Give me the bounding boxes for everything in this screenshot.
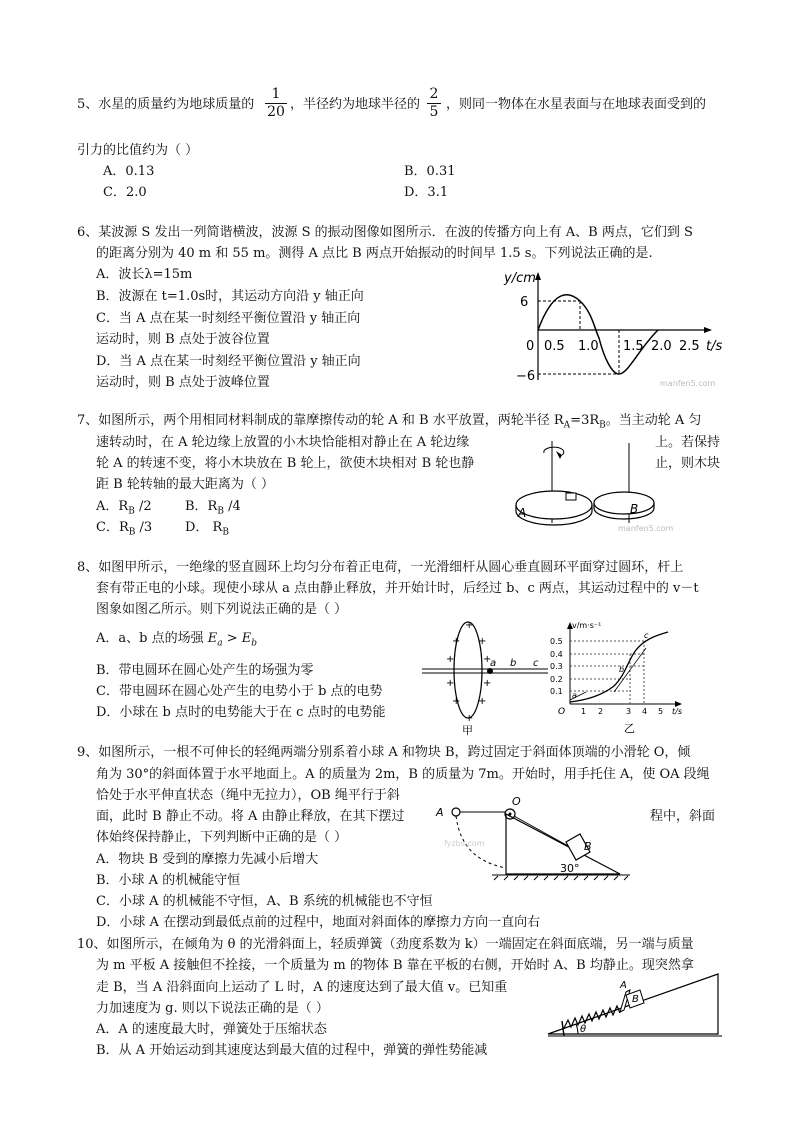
q9-ground-hatch [534,876,538,880]
q5-text-part2: ，半径约为地球半径的 [290,97,421,112]
q6-option-a[interactable]: A．波长λ=15m [96,267,193,282]
q8-plus-sign-icon: + [446,678,455,689]
q7-wheel-b [594,492,654,514]
q8-y-tick-0.5: 0.5 [550,637,563,646]
q9-line-5: 体始终保持静止，下列判断中正确的是（ ） [96,830,348,845]
q9-ground-hatch [494,876,498,880]
q9-line-2: 角为 30°的斜面体置于水平地面上。A 的质量为 2m，B 的质量为 7m。开始时，用手托住 A，使 OA 段绳 [96,767,710,782]
q8-y-tick-0.4: 0.4 [550,650,563,659]
q9-watermark: fyzbs.com [444,839,485,848]
q9-ball-a [452,808,460,816]
q9-line-4: 面，此时 B 静止不动。将 A 由静止释放，在其下摆过 [96,809,405,824]
q9-rope-ob [514,816,570,847]
q8-x-tick-5: 5 [658,707,664,716]
q7-rotation-arrow-icon [544,447,564,455]
q9-ground-hatch [554,876,558,880]
q8-line-1: 8、如图甲所示，一绝缘的竖直圆环上均匀分布着正电荷，一光滑细杆从圆心垂直圆环平面穿过圆环，杆上 [77,560,684,575]
q10-spring [564,1006,620,1028]
q8-x-tick-2: 2 [598,707,604,716]
q9-option-d[interactable]: D．小球 A 在摆动到最低点前的过程中，地面对斜面体的摩擦力方向一直向右 [96,915,541,930]
q9-ground-hatch [584,876,588,880]
q10-spring-figure [540,970,726,1042]
q8-plus-sign-icon: + [483,678,492,689]
q7-label-b: B [630,502,639,516]
q9-option-a[interactable]: A．物块 B 受到的摩擦力先减小后增大 [96,852,319,867]
q9-label-b: B [584,840,592,853]
q7-option-a[interactable]: A．$R_B$ /2 [96,499,152,517]
q8-line-3: 图象如图乙所示。则下列说法正确的是（ ） [96,602,348,617]
q9-ground-hatch [504,876,508,880]
q9-option-b[interactable]: B．小球 A 的机械能守恒 [96,873,241,888]
q6-x-tick-1.0: 1.0 [578,339,599,354]
q7-line-1: 7、如图所示，两个用相同材料制成的靠摩擦传动的轮 A 和 B 水平放置，两轮半径 $R_A=3R_B$。当主动轮 A 匀 [77,413,702,431]
q6-x-tick-2.5: 2.5 [679,339,700,354]
q8-plus-sign-icon: + [446,654,455,665]
q10-angle-label: θ [580,1024,587,1035]
q9-ground-hatch [594,876,598,880]
q6-option-d[interactable]: D．当 A 点在某一时刻经平衡位置沿 y 轴正向 [96,354,361,369]
q7-option-c[interactable]: C．$R_B$ /3 [96,520,153,538]
q8-option-a[interactable]: A．a、b 点的场强 $E_a > E_b$ [96,631,258,649]
q6-x-tick-2.0: 2.0 [651,339,672,354]
q6-y-tick-0: 0 [526,339,535,354]
q7-line-4: 距 B 轮转轴的最大距离为（ ） [96,477,274,492]
q9-ground-hatch [604,876,608,880]
q8-caption-yi: 乙 [624,722,635,735]
q8-plus-sign-icon: + [452,696,461,707]
q6-option-b[interactable]: B．波源在 t=1.0s时，其运动方向沿 y 轴正向 [96,289,364,304]
q6-y-tick-6: 6 [520,295,529,310]
q8-plus-sign-icon: + [465,713,474,724]
q7-line-2-end: 上。若保持 [655,435,721,450]
q7-line-2: 速转动时，在 A 轮边缘上放置的小木块恰能相对静止在 A 轮边缘 [96,435,470,450]
q8-x-tick-4: 4 [642,707,648,716]
q6-x-tick-1.5: 1.5 [623,339,644,354]
q8-option-d[interactable]: D．小球在 b 点时的电势能大于在 c 点时的电势能 [96,705,386,720]
q7-wheel-a [516,491,592,519]
q7-arrow-head-icon [556,451,562,459]
q6-sine-curve [538,295,658,374]
q8-option-c[interactable]: C．带电圆环在圆心处产生的电势小于 b 点的电势 [96,684,383,699]
q6-y-label: y/cm [504,271,536,286]
q8-plus-sign-icon: + [478,636,487,647]
q8-plus-sign-icon: + [483,654,492,665]
q9-ground-hatch [574,876,578,880]
q10-option-a[interactable]: A．A 的速度最大时，弹簧处于压缩状态 [96,1022,327,1037]
q7-option-b[interactable]: B．$R_B$ /4 [185,499,241,517]
q8-x-tick-1: 1 [581,707,587,716]
q9-ground-hatch [564,876,568,880]
q5-line2: 引力的比值约为（ ） [77,143,199,158]
q10-option-b[interactable]: B．从 A 开始运动到其速度达到最大值的过程中，弹簧的弹性势能减 [96,1043,488,1058]
q9-ground-hatch [544,876,548,880]
q8-ring-figure-jia [420,620,552,738]
q6-watermark: manfen5.com [660,379,716,388]
q5-option-d[interactable]: D．3.1 [404,185,449,200]
q7-label-a: A [518,506,527,520]
q7-wheels-figure [508,433,674,533]
q8-plus-sign-icon: + [465,620,474,631]
q5-frac2-numerator: 2 [429,86,439,102]
q8-x-tick-3: 3 [626,707,632,716]
q6-option-c-cont: 运动时，则 B 点处于波谷位置 [96,332,270,347]
q7-watermark: manfen5.com [618,524,674,533]
q6-line-2: 的距离分别为 40 m 和 55 m。测得 A 点比 B 两点开始振动的时间早 1.5 s。下列说法正确的是. [96,246,653,261]
q8-option-b[interactable]: B．带电圆环在圆心处产生的场强为零 [96,663,314,678]
q10-line-4: 力加速度为 g. 则以下说法正确的是（ ） [96,1001,329,1016]
q8-caption-jia: 甲 [462,724,473,737]
q10-line-3: 走 B，当 A 沿斜面向上运动了 L 时，A 的速度达到了最大值 v。已知重 [96,980,508,995]
q5-option-b[interactable]: B．0.31 [404,164,456,179]
q8-curve-point-c: c [644,631,649,640]
q8-curve-point-b: b [619,665,625,674]
q8-y-tick-0.2: 0.2 [550,675,563,684]
q9-option-c[interactable]: C．小球 A 的机械能不守恒，A、B 系统的机械能也不守恒 [96,894,433,909]
q9-line-1: 9、如图所示，一根不可伸长的轻绳两端分别系着小球 A 和物块 B，跨过固定于斜面体顶端的小滑轮 O，倾 [77,745,691,760]
q9-line-3: 恰处于水平伸直状态（绳中无拉力），OB 绳平行于斜 [96,788,400,803]
q10-line-1: 10、如图所示，在倾角为 θ 的光滑斜面上，轻质弹簧（劲度系数为 k）一端固定在斜面底端，另一端与质量 [77,937,694,952]
q5-fraction-2 [427,86,441,121]
q6-wave-graph [500,268,723,390]
q9-ground-hatch [514,876,518,880]
q7-line-3-end: 止，则木块 [655,456,721,471]
q5-text-part1: 5、水星的质量约为地球质量的 [77,97,255,112]
q8-plus-sign-icon: + [452,636,461,647]
q9-ground-hatch [524,876,528,880]
q9-ground-hatch [624,876,628,880]
q7-option-d[interactable]: D． $R_B$ [185,520,229,538]
q8-y-label: v/m·s⁻¹ [572,621,602,630]
q8-curve-point-a: a [572,691,577,700]
q8-point-c: c [533,658,539,669]
q6-option-d-cont: 运动时，则 B 点处于波峰位置 [96,375,270,390]
q8-point-b: b [510,658,517,669]
q8-origin: O [558,707,566,717]
q6-option-c[interactable]: C．当 A 点在某一时刻经平衡位置沿 y 轴正向 [96,311,361,326]
q9-label-o: O [512,795,521,808]
q6-x-arrow [704,327,712,333]
q6-x-label: t/s [706,339,723,354]
q9-incline-figure [436,795,642,882]
q6-y-tick-neg6: −6 [516,369,536,384]
q9-angle-label: 30° [560,862,580,875]
q5-frac1-denominator: 20 [265,103,287,121]
q6-x-tick-0.5: 0.5 [544,339,565,354]
q7-line-3: 轮 A 的转速不变，将小木块放在 B 轮上，欲使木块相对 B 轮也静 [96,456,475,471]
q9-ground-hatch [614,876,618,880]
q5-text-part3: ，则同一物体在水星表面与在地球表面受到的 [446,97,707,112]
q10-line-2: 为 m 平板 A 接触但不拴接，一个质量为 m 的物体 B 靠在平板的右侧，开始时 A、B 均静止。现突然拿 [96,958,694,973]
q8-y-tick-0.3: 0.3 [550,662,563,671]
q8-plus-sign-icon: + [478,696,487,707]
q8-line-2: 套有带正电的小球。现使小球从 a 点由静止释放，并开始计时，后经过 b、c 两点，其运动过程中的 v－t [96,581,699,596]
q8-vt-graph-yi [550,620,686,738]
q8-point-a: a [490,658,497,669]
q9-line-4-end: 程中，斜面 [650,809,716,824]
q5-frac2-denominator: 5 [427,103,441,121]
q10-label-a: A [620,980,627,991]
q5-option-a[interactable]: A．0.13 [103,164,155,179]
q7-wood-block [566,493,576,500]
q5-frac1-numerator: 1 [271,86,281,102]
q10-label-b: B [632,994,639,1005]
q8-y-tick-0.1: 0.1 [550,687,563,696]
q5-fraction-1 [265,86,287,121]
q5-option-c[interactable]: C．2.0 [103,185,147,200]
q6-y-arrow [535,272,541,280]
q6-line-1: 6、某波源 S 发出一列简谐横波，波源 S 的振动图像如图所示．在波的传播方向上有 A、B 两点，它们到 S [77,225,693,240]
q9-label-a: A [436,806,444,819]
q8-x-label: t/s [672,707,682,716]
